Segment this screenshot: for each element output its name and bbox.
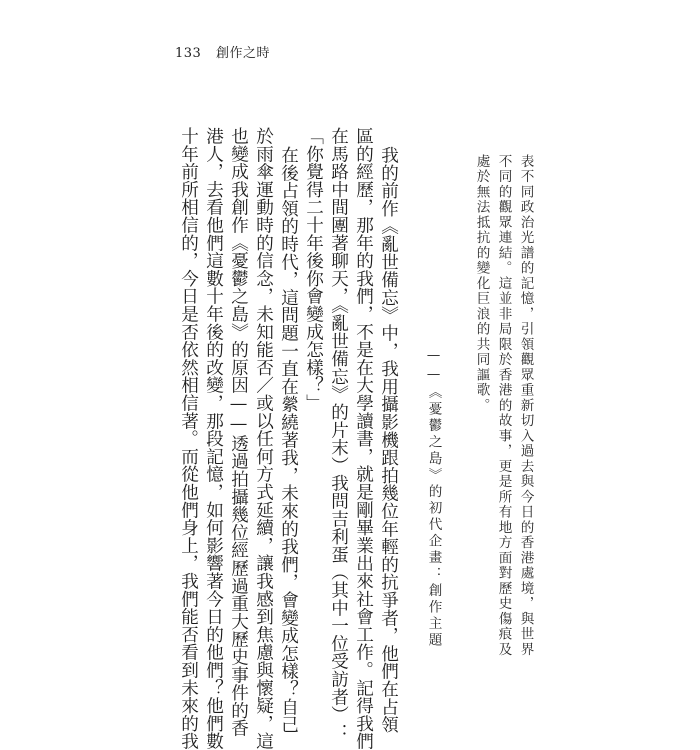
epigraph-line: 不同的觀眾連結。這並非局限於香港的故事，更是所有地方面對歷史傷痕及 <box>495 154 512 658</box>
body-line: 也變成我創作《憂鬱之島》的原因——透過拍攝幾位經歷過重大歷史事件的香 <box>228 127 249 737</box>
body-line: 於雨傘運動時的信念，未知能否／或以任何方式延續，讓我感到焦慮與懷疑，這 <box>253 127 274 750</box>
page-number: 133 <box>175 46 202 61</box>
body-line: 十年前所相信的，今日是否依然相信著。而從他們身上，我們能否看到未來的我 <box>178 127 199 750</box>
body-line: 我的前作《亂世備忘》中，我用攝影機跟拍幾位年輕的抗爭者，他們在占領 <box>378 146 399 734</box>
running-header <box>175 42 270 61</box>
body-line: 「你覺得二十年後你會變成怎樣？」 <box>303 127 324 412</box>
chapter-title: 創作之時 <box>215 46 270 61</box>
body-line: 在馬路中間團著聊天，《亂世備忘》的片末）我問吉利蛋（其中一位受訪者）： <box>328 127 349 742</box>
body-line: 在後占領的時代，這問題一直在縈繞著我，未來的我們，會變成怎樣？自己 <box>278 146 299 734</box>
epigraph-attribution: ——《憂鬱之島》的初代企畫：創作主題 <box>425 347 442 649</box>
body-line: 港人，去看他們這數十年後的改變，那段記憶，如何影響著今日的他們？他們數 <box>203 127 224 750</box>
body-line: 區的經歷，那年的我們，不是在大學讀書，就是剛畢業出來社會工作。記得我們 <box>353 127 374 750</box>
epigraph-line: 處於無法抵抗的變化巨浪的共同謳歌。 <box>473 154 490 414</box>
epigraph-line: 表不同政治光譜的記憶，引領觀眾重新切入過去與今日的香港處境，與世界 <box>517 154 534 658</box>
